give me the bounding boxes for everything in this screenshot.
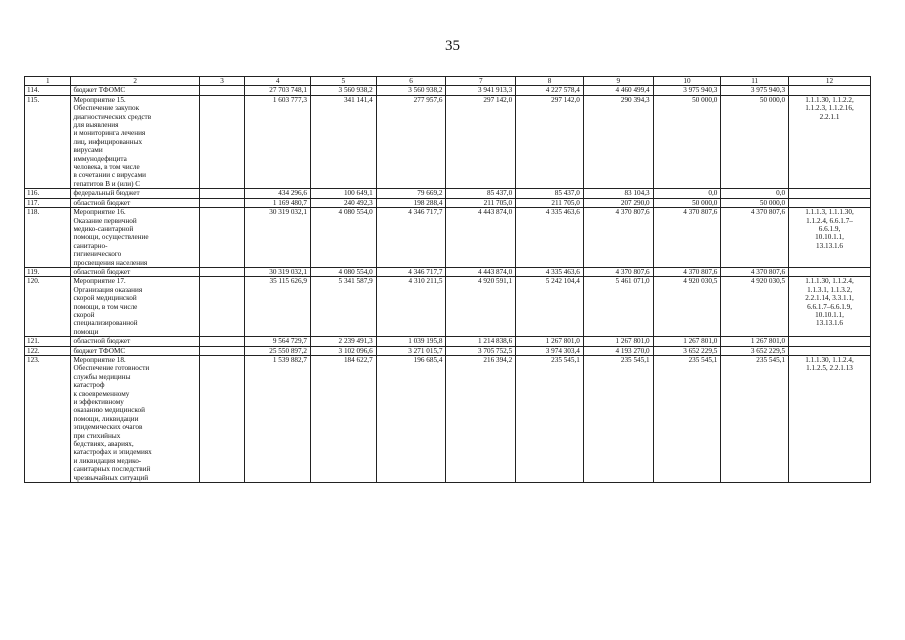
column-8-cell: 85 437,0 <box>516 189 584 198</box>
column-7-cell: 1 214 838,6 <box>446 337 516 346</box>
column-10-cell: 3 975 940,3 <box>653 86 721 95</box>
column-8-cell: 4 335 463,6 <box>516 267 584 276</box>
column-11-cell: 235 545,1 <box>721 356 789 483</box>
column-3-cell <box>199 208 244 268</box>
column-5-cell: 4 080 554,0 <box>311 267 377 276</box>
column-6-cell: 4 346 717,7 <box>376 208 446 268</box>
column-5-cell: 3 560 938,2 <box>311 86 377 95</box>
row-number: 120. <box>25 277 71 337</box>
column-9-cell: 5 461 071,0 <box>583 277 653 337</box>
column-11-cell: 0,0 <box>721 189 789 198</box>
table-header-row <box>25 77 871 86</box>
table-row <box>25 95 871 188</box>
column-7-cell: 3 941 913,3 <box>446 86 516 95</box>
column-10-cell: 50 000,0 <box>653 198 721 207</box>
column-8-cell: 1 267 801,0 <box>516 337 584 346</box>
column-9-cell: 4 193 270,0 <box>583 346 653 355</box>
table-row <box>25 189 871 198</box>
column-8-cell: 4 227 578,4 <box>516 86 584 95</box>
row-number: 122. <box>25 346 71 355</box>
budget-table <box>24 76 871 483</box>
column-5-cell: 2 239 491,3 <box>311 337 377 346</box>
column-11-cell: 3 975 940,3 <box>721 86 789 95</box>
column-header: 12 <box>789 77 871 86</box>
table-row <box>25 198 871 207</box>
row-name: Мероприятие 17. Организация оказания скорой медицинской помощи, в том числе скорой специализированной помощи <box>71 277 199 337</box>
column-8-cell: 297 142,0 <box>516 95 584 188</box>
row-name: бюджет ТФОМС <box>71 86 199 95</box>
column-3-cell <box>199 198 244 207</box>
column-11-cell: 4 370 807,6 <box>721 208 789 268</box>
column-6-cell: 4 310 211,5 <box>376 277 446 337</box>
related-codes: 1.1.1.30, 1.1.2.4, 1.1.3.1, 1.1.3.2, 2.2.1.14, 3.3.1.1, 6.6.1.7–6.6.1.9, 10.10.1.1, 13.13.1.6 <box>789 277 871 337</box>
column-6-cell: 3 271 015,7 <box>376 346 446 355</box>
row-number: 119. <box>25 267 71 276</box>
column-11-cell: 50 000,0 <box>721 198 789 207</box>
column-8-cell: 5 242 104,4 <box>516 277 584 337</box>
row-name: Мероприятие 15. Обеспечение закупок диагностических средств для выявления и мониторинга лечения лиц, инфицированных вирусами иммунодефицита человека, в том числе в сочетании с вирусами гепатитов В и (или) С <box>71 95 199 188</box>
table-row <box>25 86 871 95</box>
related-codes <box>789 189 871 198</box>
column-6-cell: 196 685,4 <box>376 356 446 483</box>
row-name: бюджет ТФОМС <box>71 346 199 355</box>
column-3-cell <box>199 86 244 95</box>
row-number: 121. <box>25 337 71 346</box>
column-7-cell: 4 443 874,0 <box>446 208 516 268</box>
column-4-cell: 9 564 729,7 <box>245 337 311 346</box>
related-codes: 1.1.1.30, 1.1.2.4, 1.1.2.5, 2.2.1.13 <box>789 356 871 483</box>
column-9-cell: 290 394,3 <box>583 95 653 188</box>
column-3-cell <box>199 356 244 483</box>
column-3-cell <box>199 267 244 276</box>
column-5-cell: 4 080 554,0 <box>311 208 377 268</box>
row-number: 117. <box>25 198 71 207</box>
column-10-cell: 0,0 <box>653 189 721 198</box>
column-7-cell: 297 142,0 <box>446 95 516 188</box>
column-header: 10 <box>653 77 721 86</box>
column-6-cell: 198 288,4 <box>376 198 446 207</box>
column-10-cell: 4 370 807,6 <box>653 267 721 276</box>
column-10-cell: 1 267 801,0 <box>653 337 721 346</box>
table-row <box>25 208 871 268</box>
column-9-cell: 207 290,0 <box>583 198 653 207</box>
column-6-cell: 1 039 195,8 <box>376 337 446 346</box>
column-7-cell: 3 705 752,5 <box>446 346 516 355</box>
column-11-cell: 4 920 030,5 <box>721 277 789 337</box>
column-9-cell: 4 370 807,6 <box>583 267 653 276</box>
column-4-cell: 1 539 882,7 <box>245 356 311 483</box>
column-6-cell: 277 957,6 <box>376 95 446 188</box>
column-header: 3 <box>199 77 244 86</box>
column-8-cell: 3 974 303,4 <box>516 346 584 355</box>
column-9-cell: 1 267 801,0 <box>583 337 653 346</box>
related-codes <box>789 86 871 95</box>
column-10-cell: 50 000,0 <box>653 95 721 188</box>
column-header: 11 <box>721 77 789 86</box>
column-11-cell: 50 000,0 <box>721 95 789 188</box>
column-10-cell: 235 545,1 <box>653 356 721 483</box>
column-4-cell: 434 296,6 <box>245 189 311 198</box>
column-5-cell: 240 492,3 <box>311 198 377 207</box>
column-8-cell: 4 335 463,6 <box>516 208 584 268</box>
page-number: 35 <box>445 38 460 54</box>
column-header: 9 <box>583 77 653 86</box>
column-9-cell: 4 460 499,4 <box>583 86 653 95</box>
column-7-cell: 85 437,0 <box>446 189 516 198</box>
column-3-cell <box>199 337 244 346</box>
column-4-cell: 25 550 897,2 <box>245 346 311 355</box>
row-name: областной бюджет <box>71 198 199 207</box>
column-3-cell <box>199 346 244 355</box>
column-5-cell: 5 341 587,9 <box>311 277 377 337</box>
column-11-cell: 4 370 807,6 <box>721 267 789 276</box>
column-header: 4 <box>245 77 311 86</box>
column-10-cell: 4 370 807,6 <box>653 208 721 268</box>
row-number: 116. <box>25 189 71 198</box>
column-4-cell: 27 703 748,1 <box>245 86 311 95</box>
table-row <box>25 356 871 483</box>
column-4-cell: 1 603 777,3 <box>245 95 311 188</box>
table-row <box>25 277 871 337</box>
related-codes: 1.1.1.3, 1.1.1.30, 1.1.2.4, 6.6.1.7– 6.6.1.9, 10.10.1.1, 13.13.1.6 <box>789 208 871 268</box>
column-8-cell: 235 545,1 <box>516 356 584 483</box>
column-5-cell: 100 649,1 <box>311 189 377 198</box>
related-codes <box>789 337 871 346</box>
table-row <box>25 267 871 276</box>
related-codes: 1.1.1.30, 1.1.2.2, 1.1.2.3, 1.1.2.16, 2.2.1.1 <box>789 95 871 188</box>
column-5-cell: 184 622,7 <box>311 356 377 483</box>
row-number: 114. <box>25 86 71 95</box>
column-9-cell: 235 545,1 <box>583 356 653 483</box>
column-4-cell: 1 169 480,7 <box>245 198 311 207</box>
column-7-cell: 4 920 591,1 <box>446 277 516 337</box>
column-11-cell: 3 652 229,5 <box>721 346 789 355</box>
row-name: областной бюджет <box>71 267 199 276</box>
column-8-cell: 211 705,0 <box>516 198 584 207</box>
table-row <box>25 337 871 346</box>
column-header: 8 <box>516 77 584 86</box>
row-name: Мероприятие 16. Оказание первичной медико-санитарной помощи, осуществление санитарно- гигиенического просвещения населения <box>71 208 199 268</box>
column-7-cell: 216 394,2 <box>446 356 516 483</box>
column-7-cell: 4 443 874,0 <box>446 267 516 276</box>
column-header: 1 <box>25 77 71 86</box>
row-name: Мероприятие 18. Обеспечение готовности службы медицины катастроф к своевременному и эффективному оказанию медицинской помощи, ликвидации эпидемических очагов при стихийных бедствиях, авариях, катастрофах и эпидемиях и ликвидация медико- санитарных последствий чрезвычайных ситуаций <box>71 356 199 483</box>
column-10-cell: 4 920 030,5 <box>653 277 721 337</box>
column-4-cell: 35 115 626,9 <box>245 277 311 337</box>
column-header: 6 <box>376 77 446 86</box>
column-3-cell <box>199 95 244 188</box>
related-codes <box>789 267 871 276</box>
column-9-cell: 83 104,3 <box>583 189 653 198</box>
row-number: 115. <box>25 95 71 188</box>
column-header: 7 <box>446 77 516 86</box>
column-6-cell: 3 560 938,2 <box>376 86 446 95</box>
related-codes <box>789 346 871 355</box>
row-name: федеральный бюджет <box>71 189 199 198</box>
column-4-cell: 30 319 032,1 <box>245 267 311 276</box>
row-number: 118. <box>25 208 71 268</box>
column-11-cell: 1 267 801,0 <box>721 337 789 346</box>
column-4-cell: 30 319 032,1 <box>245 208 311 268</box>
column-5-cell: 341 141,4 <box>311 95 377 188</box>
column-10-cell: 3 652 229,5 <box>653 346 721 355</box>
column-3-cell <box>199 189 244 198</box>
column-header: 2 <box>71 77 199 86</box>
column-3-cell <box>199 277 244 337</box>
column-6-cell: 79 669,2 <box>376 189 446 198</box>
column-7-cell: 211 705,0 <box>446 198 516 207</box>
row-name: областной бюджет <box>71 337 199 346</box>
column-6-cell: 4 346 717,7 <box>376 267 446 276</box>
column-9-cell: 4 370 807,6 <box>583 208 653 268</box>
row-number: 123. <box>25 356 71 483</box>
related-codes <box>789 198 871 207</box>
column-header: 5 <box>311 77 377 86</box>
column-5-cell: 3 102 096,6 <box>311 346 377 355</box>
table-row <box>25 346 871 355</box>
